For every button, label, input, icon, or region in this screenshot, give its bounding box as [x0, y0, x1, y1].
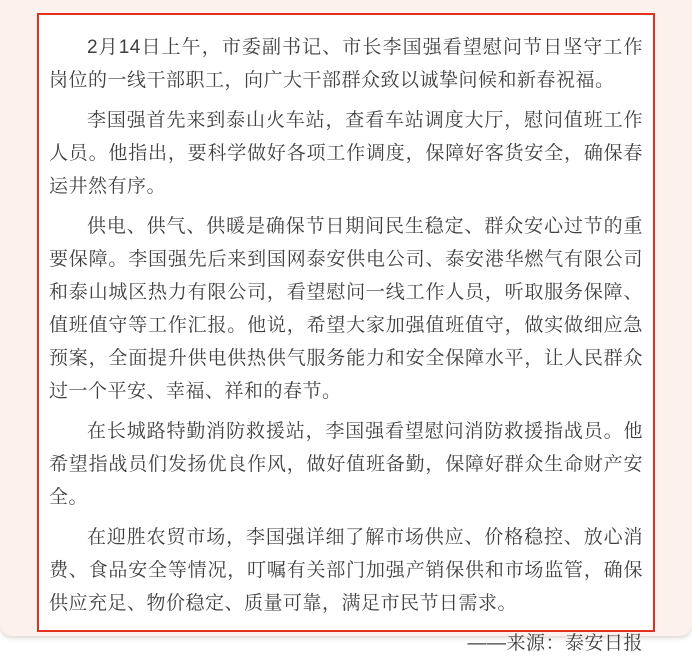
red-border-article-box: [37, 13, 655, 654]
source-attribution: ——来源：泰安日报: [467, 633, 643, 654]
article-paragraph: 供电、供气、供暖是确保节日期间民生稳定、群众安心过节的重要保障。李国强先后来到国网泰安供电公司、泰安港华燃气有限公司和泰山城区热力有限公司，看望慰问一线工作人员，听取服务保障、值班值守等工作汇报。他说，希望大家加强值班值守，做实做细应急预案，全面提升供电供热供气服务能力和安全保障水平，让人民群众过一个平安、幸福、祥和的春节。: [49, 216, 643, 402]
article-paragraph: 在长城路特勤消防救援站，李国强看望慰问消防救援指战员。他希望指战员们发扬优良作风，做好值班备勤，保障好群众生命财产安全。: [49, 421, 643, 508]
article-paragraph: 在迎胜农贸市场，李国强详细了解市场供应、价格稳控、放心消费、食品安全等情况，叮嘱有关部门加强产销保供和市场监管，确保供应充足、物价稳定、质量可靠，满足市民节日需求。: [49, 527, 643, 614]
article-paragraph: 2月14日上午，市委副书记、市长李国强看望慰问节日坚守工作岗位的一线干部职工，向广大干部群众致以诚挚问候和新春祝福。: [49, 37, 643, 91]
article-paragraph: 李国强首先来到泰山火车站，查看车站调度大厅，慰问值班工作人员。他指出，要科学做好各项工作调度，保障好客货安全，确保春运井然有序。: [49, 110, 643, 197]
